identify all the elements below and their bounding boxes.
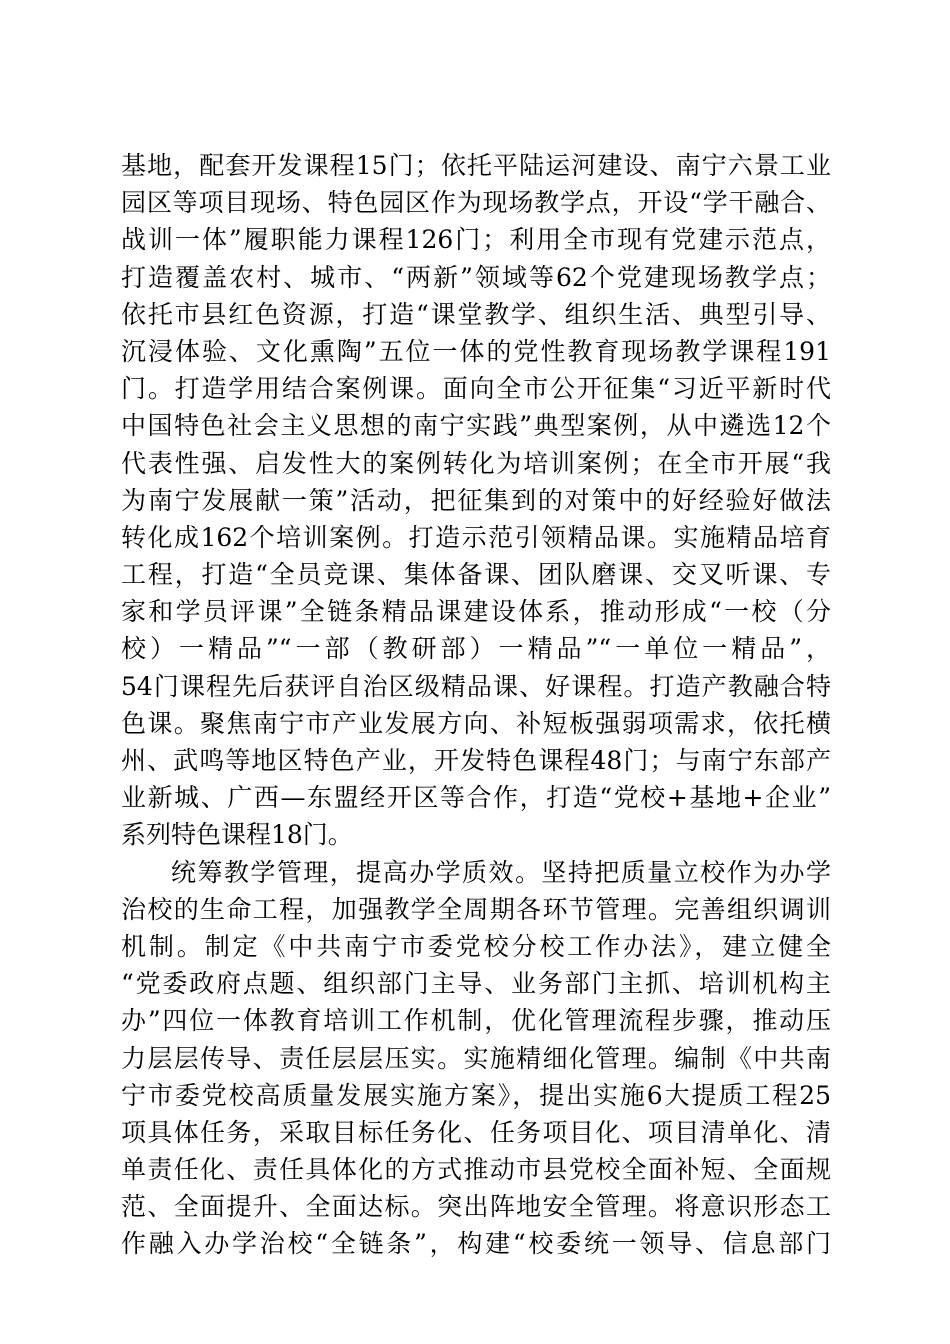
text-line: 校）一精品”“一部（教研部）一精品”“一单位一精品”， (121, 634, 831, 664)
text-line: 54门课程先后获评自治区级精品课、好课程。打造产教融合特 (121, 671, 831, 701)
text-line: 办”四位一体教育培训工作机制，优化管理流程步骤，推动压 (121, 1006, 831, 1036)
text-line: 治校的生命工程，加强教学全周期各环节管理。完善组织调训 (121, 894, 831, 924)
text-line: 家和学员评课”全链条精品课建设体系，推动形成“一校（分 (121, 597, 831, 627)
text-line: 单责任化、责任具体化的方式推动市县党校全面补短、全面规 (121, 1155, 831, 1185)
text-line: 项具体任务，采取目标任务化、任务项目化、项目清单化、清 (121, 1117, 831, 1147)
text-line: 业新城、广西—东盟经开区等合作，打造“党校+基地+企业” (121, 783, 831, 813)
text-line: 代表性强、启发性大的案例转化为培训案例；在全市开展“我 (121, 448, 831, 478)
text-line: 沉浸体验、文化熏陶”五位一体的党性教育现场教学课程191 (121, 336, 831, 366)
text-line: 统筹教学管理，提高办学质效。坚持把质量立校作为办学 (171, 857, 831, 887)
text-line: 州、武鸣等地区特色产业，开发特色课程48门；与南宁东部产 (121, 746, 831, 775)
text-line: 宁市委党校高质量发展实施方案》，提出实施6大提质工程25 (121, 1080, 831, 1110)
paragraph-2 (121, 854, 831, 1263)
text-line: 门。打造学用结合案例课。面向全市公开征集“习近平新时代 (121, 374, 831, 404)
text-line: 机制。制定《中共南宁市委党校分校工作办法》，建立健全 (121, 931, 831, 961)
paragraph-1 (121, 147, 831, 854)
document-body (121, 147, 831, 1263)
text-line: 作融入办学治校“全链条”，构建“校委统一领导、信息部门 (121, 1229, 831, 1259)
text-line: 为南宁发展献一策”活动，把征集到的对策中的好经验好做法 (121, 485, 831, 515)
text-line: 范、全面提升、全面达标。突出阵地安全管理。将意识形态工 (121, 1192, 831, 1222)
text-line: 中国特色社会主义思想的南宁实践”典型案例，从中遴选12个 (121, 411, 831, 441)
text-line: 基地，配套开发课程15门；依托平陆运河建设、南宁六景工业 (121, 151, 831, 180)
text-line: 力层层传导、责任层层压实。实施精细化管理。编制《中共南 (121, 1043, 831, 1073)
text-line: 色课。聚焦南宁市产业发展方向、补短板强弱项需求，依托横 (121, 708, 831, 738)
text-line: 战训一体”履职能力课程126门；利用全市现有党建示范点， (121, 225, 831, 255)
text-line: 园区等项目现场、特色园区作为现场教学点，开设“学干融合、 (121, 188, 831, 218)
text-line: 转化成162个培训案例。打造示范引领精品课。实施精品培育 (121, 522, 831, 552)
text-line: 依托市县红色资源，打造“课堂教学、组织生活、典型引导、 (121, 299, 831, 329)
text-line: 工程，打造“全员竞课、集体备课、团队磨课、交叉听课、专 (121, 560, 831, 590)
text-line: 系列特色课程18门。 (121, 820, 353, 850)
text-line: “党委政府点题、组织部门主导、业务部门主抓、培训机构主 (121, 969, 831, 999)
text-line: 打造覆盖农村、城市、“两新”领域等62个党建现场教学点； (121, 262, 831, 292)
